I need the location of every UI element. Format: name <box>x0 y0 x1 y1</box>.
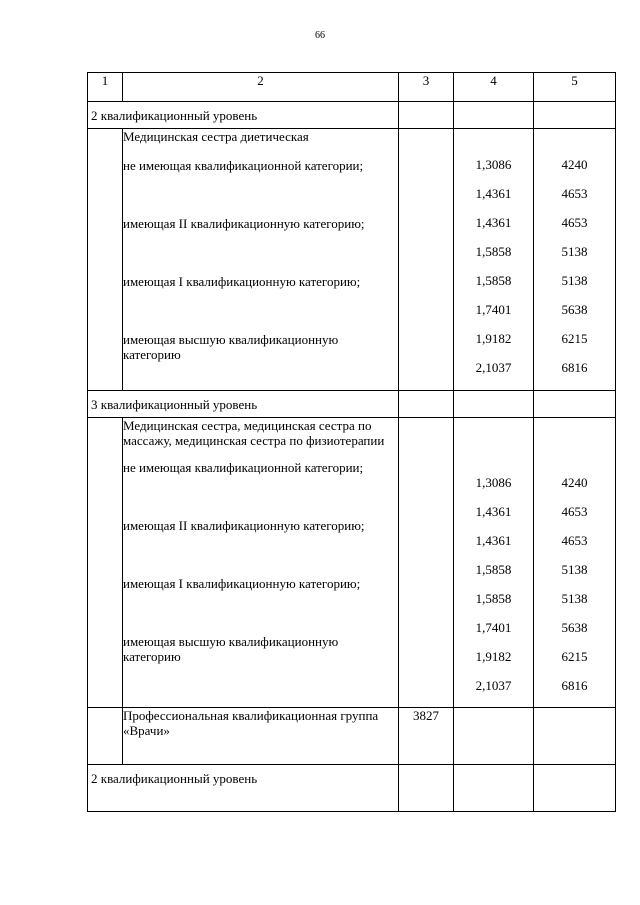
category-label: имеющая II квалификационную категорию; <box>123 518 365 533</box>
coefficient-value: 1,5858 <box>475 591 512 606</box>
group-title: Профессиональная квалификационная группа «Врачи» <box>123 708 379 738</box>
empty-cell <box>399 102 454 129</box>
header-cell: 4 <box>454 73 534 102</box>
coef-cell <box>454 129 534 391</box>
position-cell <box>123 418 399 708</box>
header-cell: 2 <box>123 73 399 102</box>
category-label: не имеющая квалификационной категории; <box>123 460 364 475</box>
group-code: 3827 <box>413 708 439 723</box>
coef-cell <box>454 418 534 708</box>
category-label: имеющая I квалификационную категорию; <box>123 576 361 591</box>
empty-cell <box>534 708 616 765</box>
position-row <box>88 418 616 708</box>
header-cell: 3 <box>399 73 454 102</box>
coefficient-value: 1,4361 <box>475 215 512 230</box>
coefficient-value: 1,5858 <box>475 562 512 577</box>
category-label: имеющая высшую квалификационную категорию <box>123 634 339 664</box>
empty-cell <box>88 129 123 391</box>
level-cell <box>88 102 399 129</box>
empty-cell <box>399 129 454 391</box>
category-label: не имеющая квалификационной категории; <box>123 158 364 173</box>
level-row <box>88 391 616 418</box>
coefficient-value: 1,4361 <box>475 533 512 548</box>
coefficient-value: 1,5858 <box>475 244 512 259</box>
level-row <box>88 765 616 812</box>
empty-cell <box>454 102 534 129</box>
header-row <box>88 73 616 102</box>
salary-value: 4240 <box>561 475 588 490</box>
level-label: 2 квалификационный уровень <box>91 108 258 123</box>
salary-value: 5138 <box>561 591 588 606</box>
header-cell: 5 <box>534 73 616 102</box>
salary-value: 5638 <box>561 620 588 635</box>
empty-cell <box>399 418 454 708</box>
salary-cell <box>534 418 616 708</box>
level-label: 3 квалификационный уровень <box>91 397 258 412</box>
position-row <box>88 129 616 391</box>
level-cell <box>88 391 399 418</box>
empty-cell <box>534 102 616 129</box>
salary-value: 4653 <box>561 504 588 519</box>
empty-cell <box>534 391 616 418</box>
level-label: 2 квалификационный уровень <box>91 771 258 786</box>
salary-value: 4653 <box>561 215 588 230</box>
category-label: имеющая высшую квалификационную категорию <box>123 332 339 362</box>
category-label: имеющая I квалификационную категорию; <box>123 274 361 289</box>
position-title: Медицинская сестра диетическая <box>123 129 309 144</box>
empty-cell <box>399 391 454 418</box>
coefficient-value: 1,9182 <box>475 331 512 346</box>
coefficient-value: 1,7401 <box>475 620 512 635</box>
empty-cell <box>454 391 534 418</box>
coefficient-value: 1,3086 <box>475 157 512 172</box>
salary-cell <box>534 129 616 391</box>
empty-cell <box>399 765 454 812</box>
position-cell <box>123 129 399 391</box>
empty-cell <box>88 708 123 765</box>
coefficient-value: 2,1037 <box>475 678 512 693</box>
salary-value: 5138 <box>561 273 588 288</box>
salary-value: 6816 <box>561 360 588 375</box>
coefficient-value: 1,5858 <box>475 273 512 288</box>
position-title: Медицинская сестра, медицинская сестра по массажу, медицинская сестра по физиотерапии <box>123 418 385 448</box>
salary-value: 5638 <box>561 302 588 317</box>
empty-cell <box>454 708 534 765</box>
salary-value: 6816 <box>561 678 588 693</box>
group-row <box>88 708 616 765</box>
page-number: 66 <box>315 30 325 41</box>
group-code-cell <box>399 708 454 765</box>
group-title-cell <box>123 708 399 765</box>
coefficient-value: 1,4361 <box>475 186 512 201</box>
coefficient-value: 1,3086 <box>475 475 512 490</box>
salary-value: 5138 <box>561 562 588 577</box>
empty-cell <box>534 765 616 812</box>
salary-value: 4240 <box>561 157 588 172</box>
level-row <box>88 102 616 129</box>
coefficient-value: 1,9182 <box>475 649 512 664</box>
coefficient-value: 1,7401 <box>475 302 512 317</box>
salary-value: 6215 <box>561 649 588 664</box>
salary-table <box>87 72 616 812</box>
category-label: имеющая II квалификационную категорию; <box>123 216 365 231</box>
salary-value: 4653 <box>561 533 588 548</box>
coefficient-value: 1,4361 <box>475 504 512 519</box>
empty-cell <box>88 418 123 708</box>
salary-value: 4653 <box>561 186 588 201</box>
salary-value: 6215 <box>561 331 588 346</box>
level-cell <box>88 765 399 812</box>
empty-cell <box>454 765 534 812</box>
salary-value: 5138 <box>561 244 588 259</box>
header-cell: 1 <box>88 73 123 102</box>
coefficient-value: 2,1037 <box>475 360 512 375</box>
